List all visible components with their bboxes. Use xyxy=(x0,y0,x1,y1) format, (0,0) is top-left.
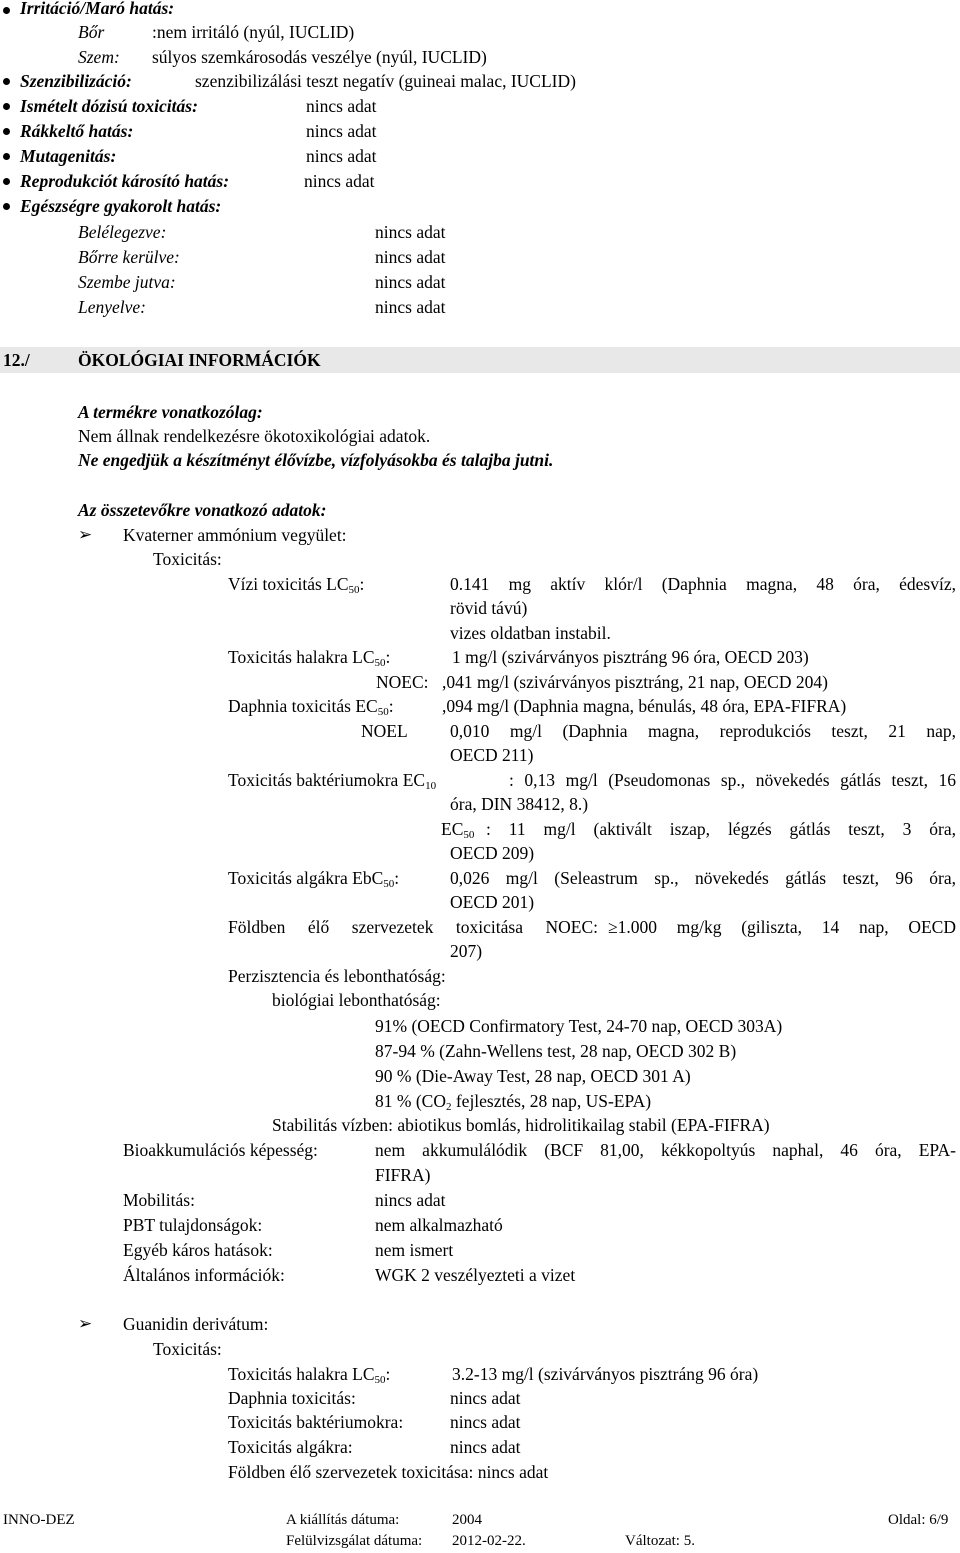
comp2-halakra-label: Toxicitás halakra $LC_{50}$: xyxy=(228,1364,391,1386)
bullet-icon xyxy=(3,78,10,85)
mutagen-value: nincs adat xyxy=(306,146,377,166)
altalanos-label: Általános információk: xyxy=(123,1265,285,1285)
irritacio-heading: Irritáció/Maró hatás: xyxy=(20,0,175,18)
bio-item: 91% (OECD Confirmatory Test, 24-70 nap, OECD 303A) xyxy=(375,1016,783,1036)
reprod-label: Reprodukciót károsító hatás: xyxy=(20,171,230,191)
comp2-halakra-value: 3.2-13 mg/l (szivárványos pisztráng 96 óra) xyxy=(452,1364,759,1384)
bioakk-value-1: nem akkumulálódik (BCF 81,00, kékkopoltyús naphal, 46 óra, EPA- xyxy=(375,1140,956,1160)
alga-value-2: OECD 201) xyxy=(450,892,535,912)
egyeb-label: Egyéb káros hatások: xyxy=(123,1240,273,1260)
ismetelt-value: nincs adat xyxy=(306,96,377,116)
ec50-value-1: : 11 mg/l (aktivált iszap, légzés gátlás teszt, 3 óra, xyxy=(486,819,956,839)
comp2-daphnia-value: nincs adat xyxy=(450,1388,521,1408)
footer-review-value: 2012-02-22. xyxy=(452,1533,526,1549)
footer-issue-value: 2004 xyxy=(452,1512,482,1528)
szenz-value: szenzibilizálási teszt negatív (guineai malac, IUCLID) xyxy=(195,71,576,91)
arrow-bullet-icon: ➢ xyxy=(78,1314,93,1334)
bullet-icon xyxy=(3,128,10,135)
bor-value: :nem irritáló (nyúl, IUCLID) xyxy=(152,22,355,42)
bio-item: 87-94 % (Zahn-Wellens test, 28 nap, OECD 302 B) xyxy=(375,1041,737,1061)
footer-review-label: Felülvizsgálat dátuma: xyxy=(286,1533,423,1549)
rakkelto-label: Rákkeltő hatás: xyxy=(20,121,134,141)
bakt-value-1: : 0,13 mg/l (Pseudomonas sp., növekedés gátlás teszt, 16 xyxy=(509,770,956,790)
noel-label: NOEL xyxy=(361,721,408,741)
section-number: 12./ xyxy=(3,350,30,370)
comp2-alga-label: Toxicitás algákra: xyxy=(228,1437,353,1457)
comp2-daphnia-label: Daphnia toxicitás: xyxy=(228,1388,356,1408)
perz-label: Perzisztencia és lebonthatóság: xyxy=(228,966,446,986)
vizi-value-2: rövid távú) xyxy=(450,598,528,618)
comp2-fold: Földben élő szervezetek toxicitása: nincs adat xyxy=(228,1462,549,1482)
section-title: ÖKOLÓGIAI INFORMÁCIÓK xyxy=(78,350,321,370)
szem-value: súlyos szemkárosodás veszélye (nyúl, IUCLID) xyxy=(152,47,487,67)
szenz-label: Szenzibilizáció: xyxy=(20,71,132,91)
daphnia-label: Daphnia toxicitás $EC_{50}$: xyxy=(228,696,394,718)
bioakk-label: Bioakkumulációs képesség: xyxy=(123,1140,318,1160)
footer-page: Oldal: 6/9 xyxy=(888,1512,949,1528)
belelegezve-label: Belélegezve: xyxy=(78,222,167,242)
product-heading: A termékre vonatkozólag: xyxy=(78,402,263,422)
mobil-value: nincs adat xyxy=(375,1190,446,1210)
reprod-value: nincs adat xyxy=(304,171,375,191)
lenyelve-value: nincs adat xyxy=(375,297,446,317)
szem-label: Szem: xyxy=(78,47,120,67)
pbt-value: nem alkalmazható xyxy=(375,1215,503,1235)
bioakk-value-2: FIFRA) xyxy=(375,1165,431,1185)
pbt-label: PBT tulajdonságok: xyxy=(123,1215,263,1235)
noel-value-2: OECD 211) xyxy=(450,745,534,765)
product-line2: Ne engedjük a készítményt élővízbe, vízfolyásokba és talajba jutni. xyxy=(78,450,554,470)
bakt-label: Toxicitás baktériumokra $EC_{10}$ xyxy=(228,770,437,792)
bor-label: Bőr xyxy=(78,22,105,42)
arrow-bullet-icon: ➢ xyxy=(78,525,93,545)
comp1-toxicity-label: Toxicitás: xyxy=(153,549,222,569)
comp2-bakt-value: nincs adat xyxy=(450,1412,521,1432)
altalanos-value: WGK 2 veszélyezteti a vizet xyxy=(375,1265,576,1285)
comp2-name: Guanidin derivátum: xyxy=(123,1314,269,1334)
footer-issue-label: A kiállítás dátuma: xyxy=(286,1512,400,1528)
vizi-value-3: vizes oldatban instabil. xyxy=(450,623,611,643)
bio-item: 90 % (Die-Away Test, 28 nap, OECD 301 A) xyxy=(375,1066,691,1086)
fold-value-1: ≥1.000 mg/kg (giliszta, 14 nap, OECD xyxy=(608,917,956,937)
rakkelto-value: nincs adat xyxy=(306,121,377,141)
bullet-icon xyxy=(3,178,10,185)
bullet-icon xyxy=(3,153,10,160)
szembe-label: Szembe jutva: xyxy=(78,272,176,292)
comp1-name: Kvaterner ammónium vegyület: xyxy=(123,525,347,545)
noec-value: ,041 mg/l (szivárványos pisztráng, 21 nap, OECD 204) xyxy=(442,672,828,692)
lenyelve-label: Lenyelve: xyxy=(78,297,147,317)
bullet-icon xyxy=(3,7,10,14)
bullet-icon xyxy=(3,103,10,110)
footer-version: Változat: 5. xyxy=(625,1533,695,1549)
borre-value: nincs adat xyxy=(375,247,446,267)
borre-label: Bőrre kerülve: xyxy=(78,247,180,267)
stab-text: Stabilitás vízben: abiotikus bomlás, hidrolitikailag stabil (EPA-FIFRA) xyxy=(272,1115,770,1135)
bullet-icon xyxy=(3,203,10,210)
bio-label: biológiai lebonthatóság: xyxy=(272,990,441,1010)
mobil-label: Mobilitás: xyxy=(123,1190,195,1210)
szembe-value: nincs adat xyxy=(375,272,446,292)
belelegezve-value: nincs adat xyxy=(375,222,446,242)
daphnia-value: ,094 mg/l (Daphnia magna, bénulás, 48 óra, EPA-FIFRA) xyxy=(442,696,847,716)
egyeb-value: nem ismert xyxy=(375,1240,454,1260)
comp2-toxicity-label: Toxicitás: xyxy=(153,1339,222,1359)
vizi-label: Vízi toxicitás $LC_{50}$: xyxy=(228,574,365,596)
ec50-value-2: OECD 209) xyxy=(450,843,535,863)
halakra-label: Toxicitás halakra $LC_{50}$: xyxy=(228,647,391,669)
alga-label: Toxicitás algákra EbC$_{50}$: xyxy=(228,868,400,890)
noel-value-1: 0,010 mg/l (Daphnia magna, reprodukciós teszt, 21 nap, xyxy=(450,721,956,741)
alga-value-1: 0,026 mg/l (Seleastrum sp., növekedés gátlás teszt, 96 óra, xyxy=(450,868,956,888)
bakt-value-2: óra, DIN 38412, 8.) xyxy=(450,794,589,814)
egeszseg-label: Egészségre gyakorolt hatás: xyxy=(20,196,222,216)
fold-label: Földben élő szervezetek toxicitása NOEC: xyxy=(228,917,598,937)
ismetelt-label: Ismételt dózisú toxicitás: xyxy=(20,96,198,116)
ec50-label: $EC_{50}$ xyxy=(441,819,475,841)
footer-company: INNO-DEZ xyxy=(3,1512,75,1528)
noec-label: NOEC: xyxy=(376,672,429,692)
mutagen-label: Mutagenitás: xyxy=(20,146,117,166)
comp2-alga-value: nincs adat xyxy=(450,1437,521,1457)
components-heading: Az összetevőkre vonatkozó adatok: xyxy=(78,500,327,520)
product-line1: Nem állnak rendelkezésre ökotoxikológiai adatok. xyxy=(78,426,431,446)
halakra-value: 1 mg/l (szivárványos pisztráng 96 óra, OECD 203) xyxy=(452,647,809,667)
vizi-value-1: 0.141 mg aktív klór/l (Daphnia magna, 48 óra, édesvíz, xyxy=(450,574,956,594)
bio-item-co2: 81 % ($CO_2$ fejlesztés, 28 nap, US-EPA) xyxy=(375,1091,652,1113)
fold-value-2: 207) xyxy=(450,941,483,961)
comp2-bakt-label: Toxicitás baktériumokra: xyxy=(228,1412,404,1432)
